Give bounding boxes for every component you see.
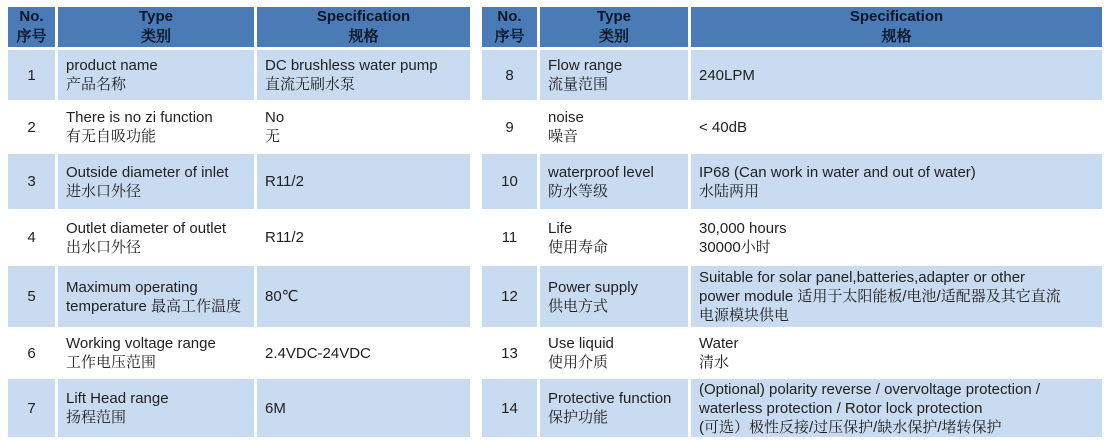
row-9-no-cell xyxy=(482,103,537,151)
row-5-type-cell xyxy=(58,266,254,327)
cell-line: R11/2 xyxy=(265,173,304,190)
cell-line: 扬程范围 xyxy=(66,409,127,426)
cell-line: 保护功能 xyxy=(548,409,609,426)
cell-line: Protective function xyxy=(548,390,672,407)
row-12-spec-cell xyxy=(691,266,1102,327)
row-10-no-cell xyxy=(482,154,537,209)
left-header-spec xyxy=(257,7,470,47)
right-header-spec xyxy=(691,7,1102,47)
cell-line: 6M xyxy=(265,399,286,417)
row-6-type-cell xyxy=(58,330,254,376)
cell-line: 30000小时 xyxy=(699,238,771,256)
cell-line: 10 xyxy=(501,173,518,190)
cell-line: 6 xyxy=(27,344,36,362)
cell-line: 产品名称 xyxy=(66,76,127,93)
row-2-spec-cell xyxy=(257,103,470,151)
header-no-zh: 序号 xyxy=(16,28,47,45)
row-6-no-cell xyxy=(8,330,55,376)
cell-line: 无 xyxy=(265,128,281,145)
cell-line: Working voltage range xyxy=(66,335,216,352)
cell-line: (Optional) polarity reverse / overvoltage protection / xyxy=(699,380,1040,398)
row-12-no-cell xyxy=(482,266,537,327)
cell-line: 240LPM xyxy=(699,66,755,84)
cell-line: 7 xyxy=(27,399,36,417)
cell-line: 5 xyxy=(27,288,36,305)
row-10-spec-cell xyxy=(691,154,1102,209)
cell-line: 使用介质 xyxy=(548,354,609,371)
cell-line: 电源模块供电 xyxy=(699,307,790,324)
row-14-no-cell xyxy=(482,379,537,437)
right-header-no xyxy=(482,7,537,47)
row-8-type-cell xyxy=(540,50,688,100)
cell-line: 4 xyxy=(27,229,36,246)
row-10-type-cell xyxy=(540,154,688,209)
cell-line: 30,000 hours xyxy=(699,219,787,237)
cell-line: Water xyxy=(699,335,739,352)
row-4-spec-cell xyxy=(257,212,470,263)
cell-line: 有无自吸功能 xyxy=(66,128,157,145)
cell-line: 1 xyxy=(27,66,36,84)
header-no-en: No. xyxy=(497,8,522,25)
row-5-spec-cell xyxy=(257,266,470,327)
cell-line: Power supply xyxy=(548,278,639,296)
cell-line: 供电方式 xyxy=(548,297,609,315)
cell-line: 流量范围 xyxy=(548,76,609,93)
cell-line: Use liquid xyxy=(548,335,614,352)
cell-line: There is no zi function xyxy=(66,109,213,126)
row-3-no-cell xyxy=(8,154,55,209)
cell-line: Suitable for solar panel,batteries,adapter or other xyxy=(699,269,1026,286)
cell-line: (可选）极性反接/过压保护/缺水保护/堵转保护 xyxy=(699,418,1002,436)
row-5-no-cell xyxy=(8,266,55,327)
cell-line: 13 xyxy=(501,344,518,362)
cell-line: waterless protection / Rotor lock protection xyxy=(699,399,983,417)
left-header-type xyxy=(58,7,254,47)
cell-line: 工作电压范围 xyxy=(66,354,157,371)
header-spec-zh: 规格 xyxy=(348,28,379,45)
cell-line: 进水口外径 xyxy=(66,182,142,200)
cell-line: 出水口外径 xyxy=(66,238,142,256)
cell-line: 直流无刷水泵 xyxy=(265,76,356,93)
header-no-zh: 序号 xyxy=(494,28,525,45)
right-header-type xyxy=(540,7,688,47)
cell-line: 12 xyxy=(501,288,518,305)
cell-line: Lift Head range xyxy=(66,390,169,407)
cell-line: 9 xyxy=(505,118,514,136)
row-12-type-cell xyxy=(540,266,688,327)
spec-table-right xyxy=(482,7,1102,437)
row-1-type-cell xyxy=(58,50,254,100)
row-11-spec-cell xyxy=(691,212,1102,263)
cell-line: 清水 xyxy=(699,354,730,371)
cell-line: DC brushless water pump xyxy=(265,57,438,74)
cell-line: product name xyxy=(66,57,158,74)
row-4-no-cell xyxy=(8,212,55,263)
spec-table-left xyxy=(8,7,470,437)
cell-line: 噪音 xyxy=(548,128,579,145)
row-3-type-cell xyxy=(58,154,254,209)
cell-line: 水陆两用 xyxy=(699,182,760,200)
cell-line: power module 适用于太阳能板/电池/适配器及其它直流 xyxy=(699,288,1061,305)
row-13-no-cell xyxy=(482,330,537,376)
header-spec-en: Specification xyxy=(316,8,411,25)
row-1-spec-cell xyxy=(257,50,470,100)
header-no-en: No. xyxy=(19,8,44,25)
cell-line: 8 xyxy=(505,66,514,84)
row-7-no-cell xyxy=(8,379,55,437)
row-13-type-cell xyxy=(540,330,688,376)
header-spec-en: Specification xyxy=(849,8,944,25)
cell-line: Outlet diameter of outlet xyxy=(66,219,227,237)
row-3-spec-cell xyxy=(257,154,470,209)
row-2-no-cell xyxy=(8,103,55,151)
spec-tables xyxy=(8,7,1102,437)
row-11-type-cell xyxy=(540,212,688,263)
cell-line: Maximum operating xyxy=(66,278,198,296)
row-9-type-cell xyxy=(540,103,688,151)
header-type-zh: 类别 xyxy=(598,28,629,45)
cell-line: noise xyxy=(548,109,584,126)
row-14-spec-cell xyxy=(691,379,1102,437)
row-7-type-cell xyxy=(58,379,254,437)
cell-line: 14 xyxy=(501,399,518,417)
left-header-no xyxy=(8,7,55,47)
cell-line: 2 xyxy=(27,118,36,136)
cell-line: 80℃ xyxy=(265,288,299,305)
cell-line: R11/2 xyxy=(265,229,304,246)
row-11-no-cell xyxy=(482,212,537,263)
header-type-zh: 类别 xyxy=(140,28,171,45)
cell-line: temperature 最高工作温度 xyxy=(66,297,242,315)
cell-line: No xyxy=(265,109,285,126)
cell-line: 2.4VDC-24VDC xyxy=(265,344,371,362)
cell-line: waterproof level xyxy=(548,163,654,181)
cell-line: Outside diameter of inlet xyxy=(66,163,229,181)
row-14-type-cell xyxy=(540,379,688,437)
row-2-type-cell xyxy=(58,103,254,151)
cell-line: Flow range xyxy=(548,57,623,74)
row-9-spec-cell xyxy=(691,103,1102,151)
row-8-spec-cell xyxy=(691,50,1102,100)
cell-line: < 40dB xyxy=(699,118,747,136)
row-7-spec-cell xyxy=(257,379,470,437)
cell-line: 防水等级 xyxy=(548,182,609,200)
cell-line: 使用寿命 xyxy=(548,238,609,256)
cell-line: Life xyxy=(548,219,573,237)
row-8-no-cell xyxy=(482,50,537,100)
header-type-en: Type xyxy=(597,8,631,25)
row-6-spec-cell xyxy=(257,330,470,376)
cell-line: 3 xyxy=(27,173,36,190)
row-13-spec-cell xyxy=(691,330,1102,376)
header-type-en: Type xyxy=(139,8,173,25)
row-4-type-cell xyxy=(58,212,254,263)
cell-line: IP68 (Can work in water and out of water) xyxy=(699,163,976,181)
row-1-no-cell xyxy=(8,50,55,100)
cell-line: 11 xyxy=(501,229,518,246)
header-spec-zh: 规格 xyxy=(881,28,912,45)
